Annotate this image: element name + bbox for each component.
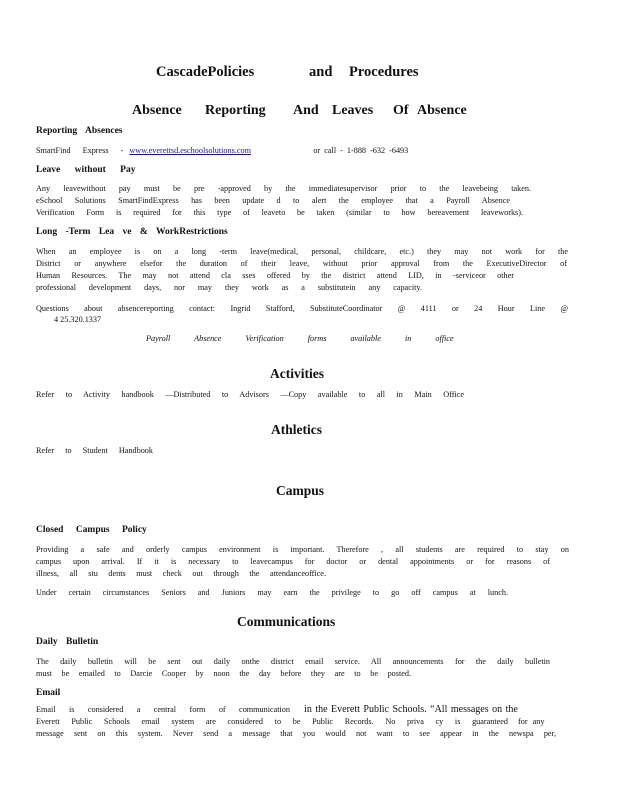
reporting-absences-heading: Reporting Absences xyxy=(36,126,123,136)
subtitle-word-4: Leaves xyxy=(332,103,374,118)
campus-heading: Campus xyxy=(276,483,325,498)
activities-line: Refer to Activity handbook —Distributed to Advisors —Copy available to all in Main Office xyxy=(36,390,464,399)
campus-line-3: illness, all stu dents must check out through the attendanceoffice. xyxy=(36,569,326,578)
long-term-line-2: District or anywhere elsefor the duration of their leave, without prior approval from the ExecutiveDirector of xyxy=(36,259,567,268)
subtitle-word-5: Of xyxy=(393,103,409,118)
document-title-and: and xyxy=(309,64,333,80)
email-line-2 xyxy=(36,717,556,726)
document-title-left: CascadePolicies xyxy=(156,64,255,80)
daily-bulletin-line-1: The daily bulletin will be sent out daily onthe district email service. All announcements for the daily bulletin xyxy=(36,657,550,666)
campus-under-line: Under certain circumstances Seniors and Juniors may earn the privilege to go off campus at lunch. xyxy=(36,588,508,597)
leave-line-3: Verification Form is required for this type of leaveto be taken (similar to how bereavement leaveworks). xyxy=(36,208,523,217)
smartfind-prefix: SmartFind Express - xyxy=(36,146,124,155)
email-line-1b: in the Everett Public Schools. “All messages on the xyxy=(304,704,518,715)
email-line-1 xyxy=(36,704,536,715)
smartfind-link[interactable]: www.everettsd.eschoolsolutions.com xyxy=(129,146,251,155)
subtitle-word-6: Absence xyxy=(417,103,467,118)
long-term-line-4: professional development days, nor may they work as a substitutein any capacity. xyxy=(36,283,422,292)
leave-without-pay-heading: Leave without Pay xyxy=(36,165,136,175)
leave-line-2: eSchool Solutions SmartFindExpress has been update d to alert the employee that a Payroll Absence xyxy=(36,196,510,205)
closed-campus-heading: Closed Campus Policy xyxy=(36,525,147,535)
daily-bulletin-line-2: must be emailed to Darcie Cooper by noon the day before they are to be posted. xyxy=(36,669,411,678)
campus-line-2: campus upon arrival. If it is necessary to leavecampus for doctor or dental appointments or for reasons of xyxy=(36,557,550,566)
athletics-line: Refer to Student Handbook xyxy=(36,446,153,455)
smartfind-phone: or call - 1-888 -632 -6493 xyxy=(313,146,409,155)
athletics-heading: Athletics xyxy=(271,422,322,437)
subtitle-word-2: Reporting xyxy=(205,103,266,118)
long-term-line-1: When an employee is on a long -term leave(medical, personal, childcare, etc.) they may not work for the xyxy=(36,247,568,256)
payroll-form-note: Payroll Absence Verification forms available in office xyxy=(146,334,454,343)
email-line-1a: Email is considered a central form of communication xyxy=(36,705,290,714)
leave-line-1: Any leavewithout pay must be pre -approved by the immediatesupervisor prior to the leavebeing taken. xyxy=(36,184,531,193)
smartfind-line xyxy=(36,146,408,155)
subtitle-word-1: Absence xyxy=(132,103,182,118)
email-line-2b: for any xyxy=(518,717,545,726)
long-term-leave-heading: Long -Term Lea ve & WorkRestrictions xyxy=(36,227,228,237)
email-heading: Email xyxy=(36,688,61,698)
email-line-3: message sent on this system. Never send a message that you would not want to see appear in the newspa per, xyxy=(36,729,556,738)
campus-line-1: Providing a safe and orderly campus environment is important. Therefore , all students are required to stay on xyxy=(36,545,569,554)
subtitle-word-3: And xyxy=(293,103,319,118)
document-title-right: Procedures xyxy=(349,64,419,80)
questions-phone: 4 25.320.1337 xyxy=(54,315,102,324)
questions-line: Questions about absencereporting contact: Ingrid Stafford, SubstituteCoordinator @ 4111 or 24 Hour Line @ xyxy=(36,304,568,313)
activities-heading: Activities xyxy=(270,366,324,381)
long-term-line-3: Human Resources. The may not attend cla sses offered by the district attend LID, in -serviceor other xyxy=(36,271,514,280)
email-line-2a: Everett Public Schools email system are considered to be Public Records. No priva cy is guaranteed xyxy=(36,717,508,726)
daily-bulletin-heading: Daily Bulletin xyxy=(36,637,99,647)
communications-heading: Communications xyxy=(237,614,336,629)
